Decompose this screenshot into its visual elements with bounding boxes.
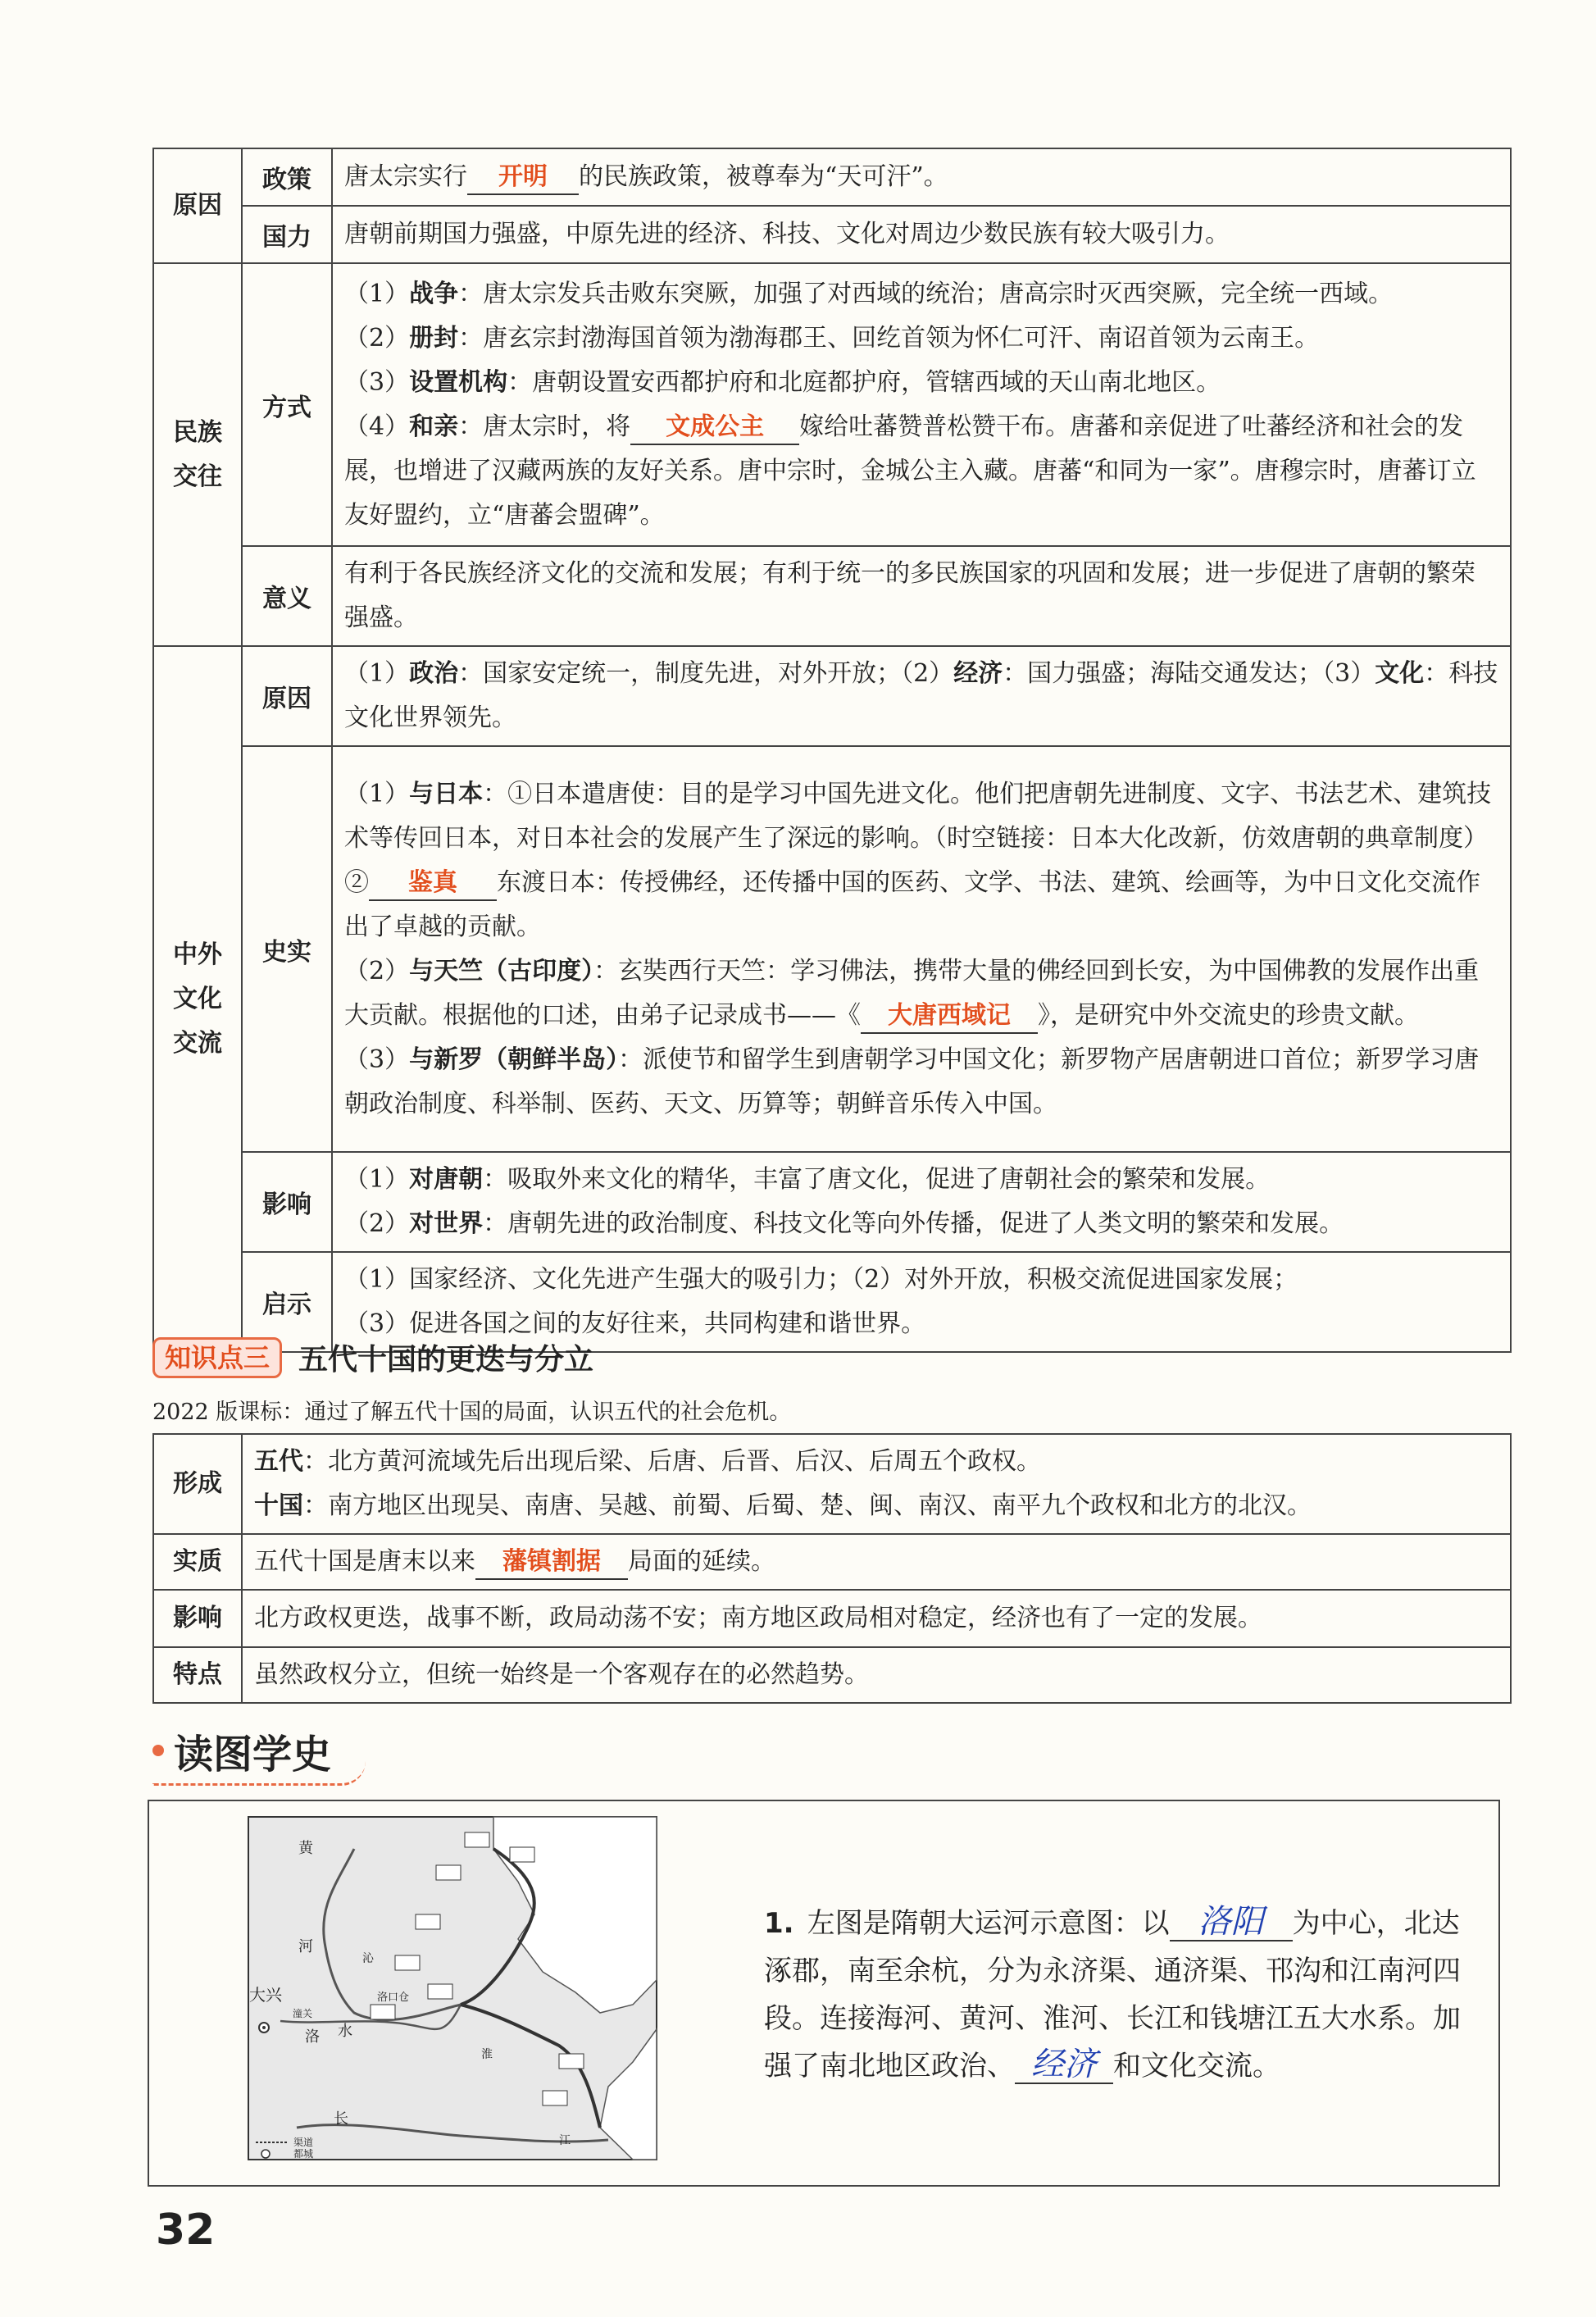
prefix: （3） <box>344 367 410 397</box>
map-label-shui: 水 <box>338 2023 352 2040</box>
impact-world-head: 对世界 <box>409 1209 484 1238</box>
read-map-title <box>152 1718 366 1786</box>
policy-pre: 唐太宗实行 <box>344 162 467 191</box>
impact-tang-text: ：吸取外来文化的精华，丰富了唐文化，促进了唐朝社会的繁荣和发展。 <box>483 1165 1271 1194</box>
meaning-cell: 有利于各民族经济文化的交流和发展；有利于统一的多民族国家的巩固和发展；进一步促进了唐朝的繁荣强盛。 <box>332 546 1511 646</box>
answer-wencheng: 文成公主 <box>630 411 799 445</box>
method-marriage-pre: ：唐太宗时，将 <box>458 412 631 441</box>
policy-cell <box>332 148 1511 206</box>
fact-india <box>344 949 1498 1038</box>
ethnic-label-2: 交往 <box>173 462 222 491</box>
cause-politics-text: ：国家安定统一，制度先进，对外开放；（2） <box>458 659 954 688</box>
kp3-badge: 知识点三 <box>152 1337 282 1378</box>
table-row <box>153 206 1511 263</box>
map-label-qin: 沁 <box>362 1952 374 1965</box>
curriculum-standard: 2022 版课标：通过了解五代十国的局面，认识五代的社会危机。 <box>152 1400 792 1425</box>
table-row <box>153 148 1511 206</box>
answer-kaiming: 开明 <box>467 161 579 195</box>
map-legend-city: 都城 <box>293 2148 314 2160</box>
row-label-cause: 原因 <box>153 148 242 263</box>
method-inst-text: ：唐朝设置安西都护府和北庭都护府，管辖西域的天山南北地区。 <box>507 367 1221 397</box>
row-label-essence: 实质 <box>153 1534 242 1590</box>
fact-india-head: 与天竺（古印度） <box>409 956 594 986</box>
map-legend-canal: 渠道 <box>293 2137 314 2148</box>
essence-cell <box>242 1534 1511 1590</box>
question-1 <box>764 1900 1469 2090</box>
map-label-jiang: 江 <box>559 2134 571 2147</box>
sub-label-methods: 方式 <box>242 263 332 546</box>
essence-pre: 五代十国是唐末以来 <box>254 1547 475 1576</box>
read-map-title-text: 读图学史 <box>174 1731 332 1778</box>
formation-wudai-head: 五代 <box>254 1447 303 1476</box>
prefix: （2） <box>344 956 410 986</box>
impact-cell <box>332 1152 1511 1252</box>
map-label-tongguan: 潼关 <box>293 2008 313 2019</box>
answer-jingji: 经济 <box>1015 2046 1113 2084</box>
power-cell: 唐朝前期国力强盛，中原先进的经济、科技、文化对周边少数民族有较大吸引力。 <box>332 206 1511 263</box>
fact-silla-head: 与新罗（朝鲜半岛） <box>409 1045 619 1074</box>
table-row <box>153 1434 1511 1534</box>
table-row <box>153 546 1511 646</box>
row-label-formation: 形成 <box>153 1434 242 1534</box>
row-label-ethnic <box>153 263 242 646</box>
table-row <box>153 1534 1511 1590</box>
answer-jianzhen: 鉴真 <box>369 867 497 901</box>
answer-luoyang: 洛阳 <box>1170 1904 1293 1941</box>
five-dynasties-table <box>152 1433 1512 1704</box>
method-war-head: 战争 <box>409 279 459 308</box>
prefix: （1） <box>344 659 410 688</box>
table-row <box>153 646 1511 746</box>
method-title <box>344 316 1498 361</box>
table-row <box>153 1152 1511 1252</box>
prefix: （2） <box>344 1209 410 1238</box>
answer-fanzhen: 藩镇割据 <box>475 1545 628 1580</box>
cause-culture-text: ：科技文化世界领先。 <box>344 659 1498 732</box>
answer-datangxiyuji: 大唐西域记 <box>861 999 1038 1034</box>
impact-tang <box>344 1158 1498 1202</box>
fact-japan-text1: ：①日本遣唐使：目的是学习中国先进文化。他们把唐朝先进制度、文字、书法艺术、建筑技术等传回日本，对日本社会的发展产生了深远的影响。（时空链接：日本大化改新，仿效唐朝的典章制度）② <box>344 779 1492 897</box>
policy-post: 的民族政策，被尊奉为“天可汗”。 <box>579 162 948 191</box>
sub-label-lesson: 启示 <box>242 1252 332 1352</box>
map-label-zhang: 长 <box>334 2110 348 2128</box>
method-title-text: ：唐玄宗封渤海国首领为渤海郡王、回纥首领为怀仁可汗、南诏首领为云南王。 <box>458 323 1320 353</box>
row-label-impact2: 影响 <box>153 1590 242 1647</box>
question-number: 1. <box>764 1907 794 1940</box>
sub-label-facts: 史实 <box>242 746 332 1152</box>
exchange-label-2: 文化 <box>173 984 222 1013</box>
table-row <box>153 263 1511 546</box>
prefix: （1） <box>344 1165 410 1194</box>
kp3-heading <box>152 1336 593 1378</box>
row-label-exchange <box>153 646 242 1352</box>
prefix: （1） <box>344 779 410 808</box>
method-war-text: ：唐太宗发兵击败东突厥，加强了对西域的统治；唐高宗时灭西突厥，完全统一西域。 <box>458 279 1394 308</box>
ethnic-label-1: 民族 <box>173 417 222 447</box>
question-post: 和文化交流。 <box>1113 2050 1280 2083</box>
grand-canal-map <box>248 1816 657 2160</box>
cause-culture-head: 文化 <box>1375 659 1425 688</box>
kp3-title: 五代十国的更迭与分立 <box>298 1343 594 1377</box>
cause-politics-head: 政治 <box>409 659 459 688</box>
table-row <box>153 1647 1511 1703</box>
fact-japan-text2: 东渡日本：传授佛经，还传播中国的医药、文学、书法、建筑、绘画等，为中日文化交流作出了卓越的贡献。 <box>344 867 1480 941</box>
sub-label-impact: 影响 <box>242 1152 332 1252</box>
impact2-cell: 北方政权更迭，战事不断，政局动荡不安；南方地区政局相对稳定，经济也有了一定的发展。 <box>242 1590 1511 1647</box>
map-label-huai: 淮 <box>481 2048 493 2061</box>
sub-label-meaning: 意义 <box>242 546 332 646</box>
question-pre: 左图是隋朝大运河示意图：以 <box>807 1907 1170 1940</box>
method-title-head: 册封 <box>409 323 459 353</box>
feature-cell: 虽然政权分立，但统一始终是一个客观存在的必然趋势。 <box>242 1647 1511 1703</box>
table-row <box>153 746 1511 1152</box>
prefix: （4） <box>344 412 410 441</box>
lesson-line-1: （1）国家经济、文化先进产生强大的吸引力；（2）对外开放，积极交流促进国家发展； <box>344 1265 1298 1294</box>
formation-line-2 <box>254 1484 1498 1528</box>
method-marriage-head: 和亲 <box>409 412 459 441</box>
fact-silla-text: ：派使节和留学生到唐朝学习中国文化；新罗物产居唐朝进口首位；新罗学习唐朝政治制度、科举制、医药、天文、历算等；朝鲜音乐传入中国。 <box>344 1045 1480 1118</box>
prefix: （3） <box>344 1045 410 1074</box>
exchange-label-3: 交流 <box>173 1028 222 1058</box>
lesson-line-2: （3）促进各国之间的友好往来，共同构建和谐世界。 <box>344 1309 926 1338</box>
formation-cell <box>242 1434 1511 1534</box>
tang-ethnic-table <box>152 148 1512 1353</box>
fact-india-text1: ：玄奘西行天竺：学习佛法，携带大量的佛经回到长安，为中国佛教的发展作出重大贡献。根据他的口述，由弟子记录成书——《 <box>344 956 1480 1030</box>
exchange-label-1: 中外 <box>173 940 222 969</box>
fact-japan-head: 与日本 <box>409 779 484 808</box>
cause-economy-text: ：国力强盛；海陆交通发达；（3） <box>1003 659 1375 688</box>
fact-india-text2: 》，是研究中外交流史的珍贵文献。 <box>1038 1000 1419 1030</box>
map-label-daxing: 大兴 <box>249 1985 282 2005</box>
map-label-luokoucang: 洛口仓 <box>377 1992 410 2004</box>
read-map-box <box>148 1800 1500 2187</box>
cause-economy-head: 经济 <box>953 659 1003 688</box>
prefix: （2） <box>344 323 410 353</box>
row-label-feature: 特点 <box>153 1647 242 1703</box>
prefix: （1） <box>344 279 410 308</box>
bullet-dot-icon <box>152 1745 164 1756</box>
table-row <box>153 1590 1511 1647</box>
sub-label-power: 国力 <box>242 206 332 263</box>
impact-world <box>344 1202 1498 1246</box>
fact-silla <box>344 1038 1498 1127</box>
map-label-huang: 黄 <box>298 1840 313 1857</box>
methods-cell <box>332 263 1511 546</box>
sub-label-policy: 政策 <box>242 148 332 206</box>
map-label-he: 河 <box>298 1938 313 1955</box>
formation-wudai-text: ：北方黄河流域先后出现后梁、后唐、后晋、后汉、后周五个政权。 <box>303 1447 1041 1476</box>
formation-shiguo-text: ：南方地区出现吴、南唐、吴越、前蜀、后蜀、楚、闽、南汉、南平九个政权和北方的北汉。 <box>303 1491 1312 1520</box>
method-war <box>344 272 1498 316</box>
formation-line-1 <box>254 1440 1498 1484</box>
exchange-cause-cell <box>332 646 1511 746</box>
sub-label-exchange-cause: 原因 <box>242 646 332 746</box>
impact-tang-head: 对唐朝 <box>409 1165 484 1194</box>
method-inst-head: 设置机构 <box>409 367 508 397</box>
map-label-luo: 洛 <box>305 2028 320 2046</box>
formation-shiguo-head: 十国 <box>254 1491 303 1520</box>
impact-world-text: ：唐朝先进的政治制度、科技文化等向外传播，促进了人类文明的繁荣和发展。 <box>483 1209 1344 1238</box>
method-marriage-post: 嫁给吐蕃赞普松赞干布。唐蕃和亲促进了吐蕃经济和社会的发展，也增进了汉藏两族的友好关系。唐中宗时，金城公主入藏。唐蕃“和同为一家”。唐穆宗时，唐蕃订立友好盟约，立“唐蕃会盟碑”。 <box>344 412 1476 530</box>
essence-post: 局面的延续。 <box>628 1547 775 1576</box>
facts-cell <box>332 746 1511 1152</box>
method-inst <box>344 361 1498 405</box>
question-mid: 为中心，北达涿郡，南至余杭，分为永济渠、通济渠、邗沟和江南河四段。连接海河、黄河、淮河、长江和钱塘江五大水系。加强了南北地区政治、 <box>764 1907 1461 2083</box>
method-marriage <box>344 405 1498 538</box>
page-number: 32 <box>156 2205 216 2255</box>
fact-japan <box>344 772 1498 949</box>
